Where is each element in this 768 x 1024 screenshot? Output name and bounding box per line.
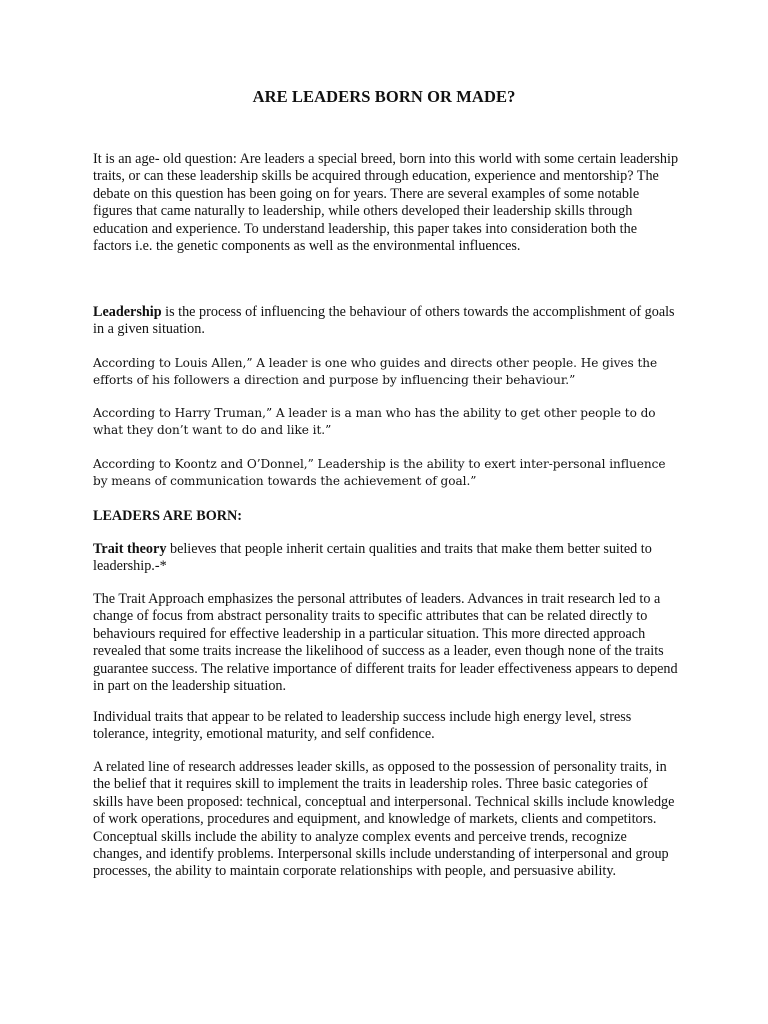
- trait-theory-term: Trait theory: [93, 541, 167, 557]
- trait-approach-paragraph: The Trait Approach emphasizes the personal attributes of leaders. Advances in trait research led to a change of focus from abstract personality traits to specific attributes that can be related directly to behaviours required for effective leadership in a particular situation. This more directed approach revealed that some traits increase the likelihood of success as a leader, even though none of the traits guarantee success. The relative importance of different traits for leader effectiveness appears to depend in part on the leadership situation.: [93, 591, 678, 695]
- quote-harry-truman: According to Harry Truman,” A leader is a man who has the ability to get other people to do what they don’t want to do and like it.”: [93, 406, 656, 438]
- quote-louis-allen: According to Louis Allen,” A leader is one who guides and directs other people. He gives the efforts of his followers a direction and purpose by influencing their behaviour.”: [93, 356, 658, 388]
- leader-skills-paragraph: A related line of research addresses leader skills, as opposed to the possession of personality traits, in the belief that it requires skill to implement the traits in leadership roles. Three basic categories of skills have been proposed: technical, conceptual and interpersonal. Technical skills include knowledge of work operations, procedures and equipment, and knowledge of markets, clients and competitors. Conceptual skills include the ability to analyze complex events and perceive trends, recognize changes, and identify problems. Interpersonal skills include understanding of interpersonal and group processes, the ability to maintain corporate relationships with people, and persuasive ability.: [93, 759, 675, 880]
- trait-theory-paragraph: [93, 541, 679, 576]
- individual-traits-paragraph: Individual traits that appear to be related to leadership success include high energy level, stress tolerance, integrity, emotional maturity, and self confidence.: [93, 709, 632, 743]
- quote-koontz-odonnel: According to Koontz and O’Donnel,” Leadership is the ability to exert inter-personal influence by means of communication towards the achievement of goal.”: [93, 457, 666, 489]
- trait-theory-text: believes that people inherit certain qualities and traits that make them better suited to leadership.-*: [93, 541, 652, 575]
- section-heading: LEADERS ARE BORN:: [93, 508, 242, 524]
- intro-paragraph: It is an age- old question: Are leaders a special breed, born into this world with some certain leadership traits, or can these leadership skills be acquired through education, experience and mentorship? The debate on this question has been going on for years. There are several examples of some notable figures that came naturally to leadership, while others developed their leadership skills through education and experience. To understand leadership, this paper takes into consideration both the factors i.e. the genetic components as well as the environmental influences.: [93, 151, 679, 255]
- definition-text: is the process of influencing the behaviour of others towards the accomplishment of goals in a given situation.: [93, 304, 675, 338]
- document-title: ARE LEADERS BORN OR MADE?: [252, 87, 516, 106]
- definition-term: Leadership: [93, 304, 162, 320]
- leadership-definition: [93, 304, 679, 339]
